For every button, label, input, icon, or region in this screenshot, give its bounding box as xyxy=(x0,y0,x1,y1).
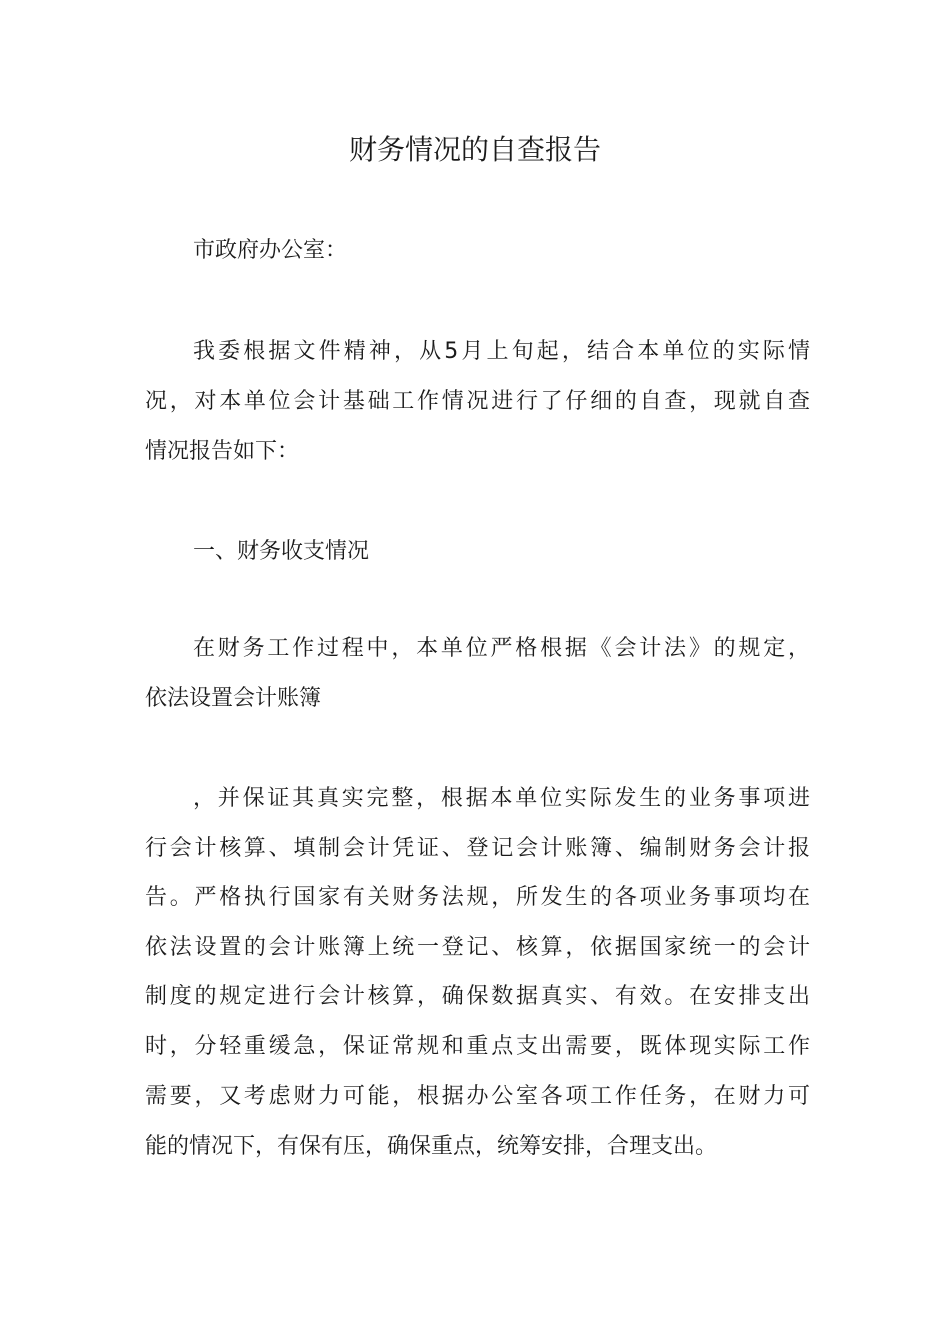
paragraph-3-line-8: 能的情况下，有保有压，确保重点，统筹安排，合理支出。 xyxy=(145,1134,718,1159)
paragraph-3-line-3: 告。严格执行国家有关财务法规，所发生的各项业务事项均在 xyxy=(145,885,810,910)
paragraph-1-line-1: 我委根据文件精神，从5月上旬起，结合本单位的实际情 xyxy=(193,339,810,364)
paragraph-3-line-7: 需要，又考虑财力可能，根据办公室各项工作任务，在财力可 xyxy=(145,1084,810,1109)
document-title: 财务情况的自查报告 xyxy=(348,133,601,166)
paragraph-3-line-5: 制度的规定进行会计核算，确保数据真实、有效。在安排支出 xyxy=(145,984,810,1009)
paragraph-3-line-1: ，并保证其真实完整，根据本单位实际发生的业务事项进 xyxy=(193,786,810,811)
paragraph-2-line-2: 依法设置会计账簿 xyxy=(145,686,322,711)
paragraph-3-line-2: 行会计核算、填制会计凭证、登记会计账簿、编制财务会计报 xyxy=(145,836,810,861)
section-heading: 一、财务收支情况 xyxy=(193,539,370,564)
paragraph-1-line-2: 况，对本单位会计基础工作情况进行了仔细的自查，现就自查 xyxy=(145,389,810,414)
salutation: 市政府办公室： xyxy=(193,238,348,263)
paragraph-1-line-3: 情况报告如下： xyxy=(145,439,300,464)
paragraph-3-line-4: 依法设置的会计账簿上统一登记、核算，依据国家统一的会计 xyxy=(145,935,810,960)
paragraph-2-line-1: 在财务工作过程中，本单位严格根据《会计法》的规定， xyxy=(193,636,810,661)
paragraph-3-line-6: 时，分轻重缓急，保证常规和重点支出需要，既体现实际工作 xyxy=(145,1034,810,1059)
